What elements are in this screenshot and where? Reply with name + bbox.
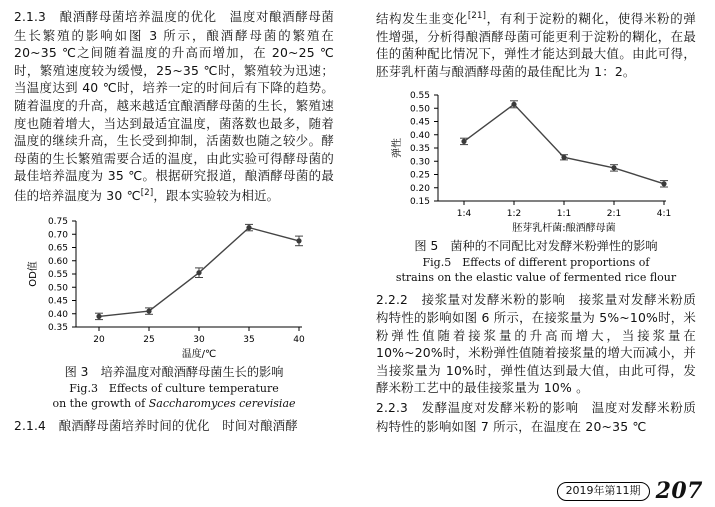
svg-text:20: 20 (93, 334, 105, 345)
section-2-1-4-title: 酿酒酵母菌培养时间的优化 (58, 417, 210, 433)
svg-text:40: 40 (293, 334, 305, 345)
svg-text:0.35: 0.35 (409, 143, 430, 154)
figure-5-series-line (464, 104, 664, 184)
figure-5-caption-cn: 图 5 菌种的不同配比对发酵米粉弹性的影响 (414, 238, 658, 253)
section-2-1-3-number: 2.1.3 (14, 10, 47, 24)
section-2-2-2-body: 接浆量对发酵米粉质构特性的影响如图 6 所示，在接浆量为 5%~10%时，米粉弹性值随着接浆量的升高而增大，当接浆量在 10%~20%时，米粉弹性值随着接浆量的增大而减小，并当接浆量为 10%时，弹性值达到最大值，由此可得，发酵米粉工艺中的最佳接浆量为 10% 。 (376, 291, 696, 396)
figure-5-y-axis (410, 91, 438, 207)
svg-text:0.55: 0.55 (409, 90, 430, 101)
svg-text:2:1: 2:1 (606, 208, 622, 219)
figure-3-y-axis-label: OD值 (28, 260, 39, 287)
figure-3-y-axis (48, 217, 76, 333)
figure-5-x-axis (457, 201, 671, 219)
figure-5-data-points (461, 101, 666, 186)
section-2-2-3-paragraph (376, 399, 696, 435)
figure-3 (14, 209, 334, 411)
figure-5-error-bars (460, 100, 668, 186)
svg-text:35: 35 (243, 334, 255, 345)
figure-5-x-axis-label: 胚芽乳杆菌:酿酒酵母菌 (512, 222, 616, 234)
svg-text:4:1: 4:1 (656, 208, 672, 219)
reference-marker-2: [2] (140, 187, 154, 198)
svg-text:1:4: 1:4 (456, 208, 472, 219)
page-footer (557, 478, 703, 504)
svg-text:1:2: 1:2 (506, 208, 522, 219)
right-top-paragraph-body: ，有利于淀粉的糊化，使得米粉的弹性增强，分析得酿酒酵母菌可能更利于淀粉的糊化，在最佳的菌种配比情况下，弹性才能达到最大值。由此可得，胚芽乳杆菌与酿酒酵母菌的最佳配比为 1：2。 (376, 11, 697, 79)
section-2-2-2-number: 2.2.2 (376, 292, 409, 307)
svg-text:0.15: 0.15 (409, 196, 430, 207)
svg-text:0.40: 0.40 (47, 309, 68, 320)
svg-text:0.60: 0.60 (47, 256, 68, 267)
section-2-1-3-body-tail: ，跟本实验较为相近。 (153, 188, 280, 204)
section-2-1-4-body: 时间对酿酒酵 (222, 417, 298, 433)
svg-text:0.20: 0.20 (409, 183, 430, 194)
section-2-2-3-title: 发酵温度对发酵米粉的影响 (421, 400, 579, 416)
figure-3-caption-en-2 (14, 396, 334, 411)
right-column (376, 8, 696, 437)
section-2-2-2-paragraph (376, 291, 696, 398)
svg-text:30: 30 (193, 334, 205, 345)
svg-text:0.75: 0.75 (47, 216, 68, 227)
svg-text:0.50: 0.50 (47, 282, 68, 293)
reference-marker-21: [21] (467, 11, 487, 21)
svg-text:0.70: 0.70 (47, 229, 68, 240)
svg-text:0.40: 0.40 (409, 130, 430, 141)
svg-text:25: 25 (143, 334, 155, 345)
section-2-1-4-number: 2.1.4 (14, 418, 47, 433)
svg-text:1:1: 1:1 (556, 208, 572, 219)
section-2-1-3-body: 温度对酿酒酵母菌生长繁殖的影响如图 3 所示，酿酒酵母菌的繁殖在 20~35 ℃之间随着温度的升高而增加，在 20~25 ℃时，繁殖速度较为缓慢，25~35 ℃时，繁殖较为迅速；当温度达到 40 ℃时，培养一定的时间后有下降的趋势。随着温度的升高，越来越适宜酿酒酵母菌的生长，繁殖速度也随着增大，当达到最适宜温度，菌落数也最多，随着温度的继续升高，生长受到抑制，活菌数也随之较少。酵母菌的生长繁殖需要合适的温度，由此实验可得酵母菌的最佳培养温度为 35 ℃。根据研究报道，酿酒酵母菌的最佳的培养温度为 30 ℃ (14, 9, 334, 204)
section-2-1-3-paragraph (14, 8, 334, 205)
page-number: 207 (655, 478, 703, 504)
figure-5-caption-en-2: strains on the elastic value of fermented rice flour (395, 270, 677, 284)
svg-text:0.35: 0.35 (47, 322, 68, 333)
left-column (14, 8, 334, 437)
figure-5-caption-en-1: Fig.5 Effects of different proportions of (422, 255, 650, 269)
svg-text:0.55: 0.55 (47, 269, 68, 280)
svg-text:0.50: 0.50 (409, 103, 430, 114)
section-2-2-3-number: 2.2.3 (376, 401, 409, 416)
figure-5 (376, 85, 696, 285)
section-2-2-2-title: 接浆量对发酵米粉的影响 (421, 291, 566, 307)
section-2-1-4-paragraph (14, 417, 334, 436)
figure-3-caption-en-2-pre: on the growth of (52, 396, 149, 410)
figure-3-species-name: Saccharomyces cerevisiae (148, 396, 296, 410)
figure-3-caption-en-1: Fig.3 Effects of culture temperature (69, 381, 279, 395)
svg-text:0.45: 0.45 (409, 117, 430, 127)
figure-3-x-axis-label: 温度/℃ (181, 348, 217, 360)
figure-3-x-axis (93, 327, 305, 345)
issue-badge: 2019年第11期 (557, 482, 650, 501)
section-2-1-3-title: 酿酒酵母菌培养温度的优化 (59, 9, 217, 24)
svg-text:0.65: 0.65 (47, 243, 68, 254)
svg-text:0.45: 0.45 (47, 296, 68, 307)
figure-3-caption-cn: 图 3 培养温度对酿酒酵母菌生长的影响 (64, 364, 284, 379)
figure-5-svg (376, 85, 696, 235)
figure-5-chart (376, 85, 696, 235)
svg-text:0.25: 0.25 (409, 170, 430, 180)
figure-3-svg (14, 209, 334, 361)
figure-5-y-axis-label: 弹性 (392, 137, 403, 158)
right-top-paragraph (376, 8, 696, 81)
figure-3-data-points (96, 225, 301, 319)
svg-text:0.30: 0.30 (409, 156, 430, 167)
right-top-paragraph-pre: 结构发生韭变化 (376, 11, 468, 27)
figure-3-chart (14, 209, 334, 361)
section-2-2-3-body: 温度对发酵米粉质构特性的影响如图 7 所示，在温度在 20~35 ℃ (376, 400, 696, 434)
